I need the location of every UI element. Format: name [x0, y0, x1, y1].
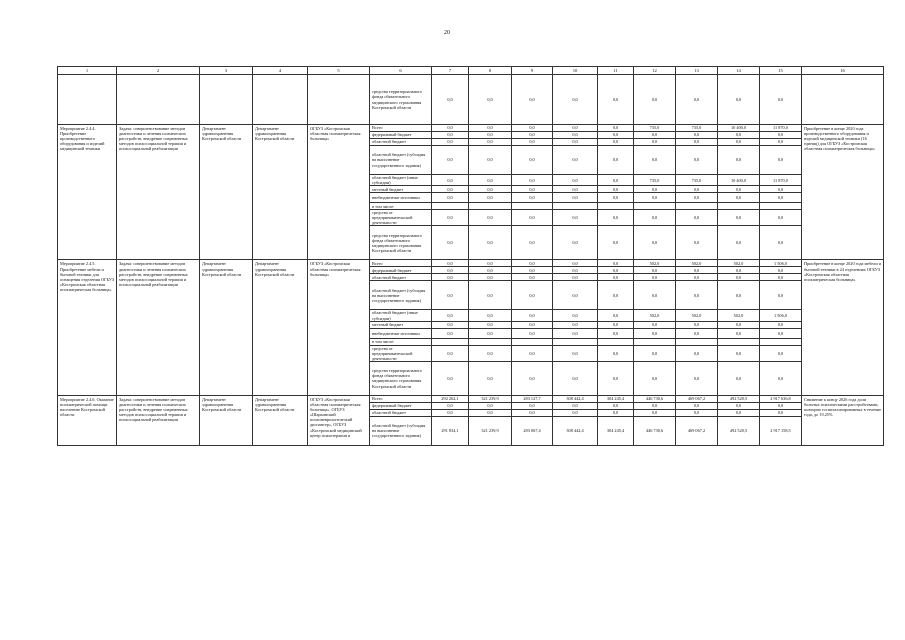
amount-cell: 502,0 [718, 260, 760, 267]
co-executor: Департамент здравоохранения Костромской области [200, 125, 253, 260]
task-description: Задача: совершенствование методов диагностики и лечения психических расстройств, внедрение современных методов психосоциальной терапии и психосоциальной реабилитации [117, 260, 200, 395]
amount-cell: 0,0 [469, 328, 512, 338]
amount-cell: 735,0 [634, 175, 676, 186]
amount-cell: 283 127,7 [512, 395, 553, 402]
amount-cell: 0,0 [598, 210, 634, 226]
amount-cell [760, 338, 802, 345]
amount-cell [718, 203, 760, 210]
funding-source: федеральный бюджет [370, 402, 432, 409]
amount-cell: 0,0 [432, 125, 469, 132]
amount-cell: 0,0 [598, 310, 634, 321]
column-number: 11 [598, 67, 634, 75]
amount-cell: 0,0 [598, 146, 634, 175]
amount-cell: 0,0 [469, 345, 512, 361]
amount-cell: 0,0 [469, 310, 512, 321]
funding-source: областной бюджет (субсидия на выполнение государственного задания) [370, 281, 432, 310]
amount-cell: 308 442,4 [553, 395, 598, 402]
column-number: 12 [634, 67, 676, 75]
amount-cell: 0,0 [553, 260, 598, 267]
funding-source: в том числе: [370, 338, 432, 345]
amount-cell: 0,0 [718, 186, 760, 193]
table-row [58, 395, 884, 402]
amount-cell: 469 067,2 [676, 395, 718, 402]
amount-cell: 0,0 [718, 281, 760, 310]
amount-cell: 0,0 [718, 267, 760, 274]
executor: ОГБУЗ «Костромская областная психиатрическая больница», ОГБУЗ «Шарьинский психоневрологический диспансер», ОГБУЗ «Костромской медицинский центр психотерапии и [308, 395, 370, 445]
amount-cell: 0,0 [432, 402, 469, 409]
amount-cell: 0,0 [676, 132, 718, 139]
amount-cell: 0,0 [469, 409, 512, 416]
state-customer: Департамент здравоохранения Костромской области [253, 260, 308, 395]
amount-cell: 11 870,0 [760, 175, 802, 186]
measure-name: Мероприятие 2.4.6. Оказание психиатрической помощи населению Костромской области [58, 395, 117, 445]
amount-cell: 0,0 [718, 226, 760, 260]
funding-source: средства от предпринимательской деятельности [370, 210, 432, 226]
empty-cell [253, 75, 308, 125]
amount-cell: 0,0 [598, 139, 634, 146]
amount-cell: 0,0 [469, 267, 512, 274]
amount-cell: 735,0 [634, 125, 676, 132]
amount-cell: 0,0 [553, 267, 598, 274]
column-number: 14 [718, 67, 760, 75]
amount-cell: 0,0 [512, 274, 553, 281]
co-executor: Департамент здравоохранения Костромской области [200, 260, 253, 395]
amount-cell [634, 338, 676, 345]
amount-cell: 0,0 [598, 75, 634, 125]
amount-cell: 0,0 [432, 186, 469, 193]
amount-cell: 0,0 [469, 175, 512, 186]
column-number: 1 [58, 67, 117, 75]
amount-cell: 0,0 [676, 328, 718, 338]
amount-cell: 0,0 [553, 321, 598, 328]
page-number: 20 [444, 30, 450, 36]
amount-cell [760, 203, 802, 210]
funding-source: областной бюджет (субсидия на выполнение государственного задания) [370, 146, 432, 175]
amount-cell: 446 730,6 [634, 395, 676, 402]
amount-cell: 11 870,0 [760, 125, 802, 132]
amount-cell: 0,0 [598, 132, 634, 139]
amount-cell: 0,0 [512, 175, 553, 186]
amount-cell: 10 400,0 [718, 175, 760, 186]
amount-cell: 0,0 [469, 321, 512, 328]
amount-cell [469, 203, 512, 210]
amount-cell: 0,0 [432, 328, 469, 338]
amount-cell: 0,0 [553, 345, 598, 361]
amount-cell: 0,0 [469, 125, 512, 132]
amount-cell: 0,0 [760, 274, 802, 281]
amount-cell: 0,0 [760, 146, 802, 175]
amount-cell: 0,0 [598, 226, 634, 260]
amount-cell: 0,0 [634, 409, 676, 416]
amount-cell: 0,0 [598, 274, 634, 281]
amount-cell: 0,0 [553, 274, 598, 281]
amount-cell: 321 239,9 [469, 416, 512, 445]
amount-cell: 502,0 [676, 260, 718, 267]
column-number: 9 [512, 67, 553, 75]
amount-cell: 0,0 [512, 402, 553, 409]
amount-cell: 0,0 [760, 186, 802, 193]
funding-source: областной бюджет (субсидия на выполнение государственного задания) [370, 416, 432, 445]
funding-source: федеральный бюджет [370, 267, 432, 274]
amount-cell: 0,0 [676, 274, 718, 281]
expected-result: Снижение к концу 2026 года доли больных психическими расстройствами, повторно госпитализированных в течение года, до 19,25% [802, 395, 884, 445]
expected-result: Приобретение в конце 2020 года мебели и бытовой техники в 24 отделениях ОГБУЗ «Костромская областная психиатрическая больница» [802, 260, 884, 395]
amount-cell: 0,0 [634, 132, 676, 139]
amount-cell: 0,0 [469, 260, 512, 267]
amount-cell: 1 506,0 [760, 260, 802, 267]
amount-cell: 0,0 [553, 210, 598, 226]
amount-cell: 0,0 [634, 267, 676, 274]
amount-cell: 0,0 [718, 402, 760, 409]
task-description: Задача: совершенствование методов диагностики и лечения психических расстройств, внедрение современных методов психосоциальной терапии и психосоциальной реабилитации [117, 125, 200, 260]
empty-cell [802, 75, 884, 125]
funding-source: областной бюджет [370, 139, 432, 146]
amount-cell: 0,0 [469, 274, 512, 281]
amount-cell: 0,0 [553, 186, 598, 193]
amount-cell: 0,0 [634, 210, 676, 226]
amount-cell: 0,0 [432, 310, 469, 321]
amount-cell: 0,0 [676, 281, 718, 310]
expected-result: Приобретение в конце 2020 года производственного оборудования и изделий медицинской техники (16 единиц) для ОГБУЗ «Костромская областная психиатрическая больница» [802, 125, 884, 260]
amount-cell: 0,0 [553, 328, 598, 338]
amount-cell: 0,0 [676, 361, 718, 395]
amount-cell: 0,0 [432, 175, 469, 186]
amount-cell: 0,0 [512, 260, 553, 267]
column-number: 3 [200, 67, 253, 75]
amount-cell [553, 203, 598, 210]
funding-source: местный бюджет [370, 321, 432, 328]
funding-source: внебюджетные источники [370, 193, 432, 203]
amount-cell: 0,0 [553, 226, 598, 260]
amount-cell: 0,0 [760, 210, 802, 226]
amount-cell [512, 203, 553, 210]
amount-cell: 0,0 [760, 281, 802, 310]
amount-cell: 2 917 158,5 [760, 416, 802, 445]
funding-source: местный бюджет [370, 186, 432, 193]
empty-cell [58, 75, 117, 125]
amount-cell: 0,0 [598, 321, 634, 328]
amount-cell: 0,0 [718, 139, 760, 146]
amount-cell [676, 203, 718, 210]
amount-cell: 0,0 [553, 402, 598, 409]
amount-cell: 0,0 [512, 409, 553, 416]
amount-cell: 291 834,1 [432, 416, 469, 445]
amount-cell [432, 338, 469, 345]
amount-cell: 1 506,0 [760, 310, 802, 321]
amount-cell: 0,0 [432, 409, 469, 416]
amount-cell: 283 067,4 [512, 416, 553, 445]
amount-cell: 0,0 [553, 75, 598, 125]
executor: ОГБУЗ «Костромская областная психиатрическая больница» [308, 260, 370, 395]
amount-cell: 0,0 [598, 345, 634, 361]
amount-cell: 0,0 [512, 345, 553, 361]
amount-cell: 0,0 [469, 146, 512, 175]
amount-cell: 0,0 [598, 361, 634, 395]
amount-cell: 0,0 [760, 345, 802, 361]
amount-cell [718, 338, 760, 345]
amount-cell: 0,0 [432, 260, 469, 267]
amount-cell: 0,0 [760, 402, 802, 409]
amount-cell [512, 338, 553, 345]
amount-cell: 0,0 [598, 125, 634, 132]
amount-cell: 492 520,5 [718, 395, 760, 402]
amount-cell: 0,0 [718, 361, 760, 395]
amount-cell: 0,0 [432, 139, 469, 146]
funding-source: областной бюджет [370, 274, 432, 281]
amount-cell: 0,0 [718, 328, 760, 338]
funding-source: средства от предпринимательской деятельности [370, 345, 432, 361]
amount-cell: 0,0 [432, 361, 469, 395]
amount-cell: 0,0 [432, 75, 469, 125]
amount-cell [469, 338, 512, 345]
funding-source: средства территориального фонда обязательного медицинского страхования Костромской области [370, 361, 432, 395]
amount-cell: 502,0 [676, 310, 718, 321]
funding-source: областной бюджет (иные субсидии) [370, 310, 432, 321]
amount-cell: 0,0 [676, 226, 718, 260]
amount-cell: 446 730,6 [634, 416, 676, 445]
amount-cell: 0,0 [469, 193, 512, 203]
amount-cell: 0,0 [676, 321, 718, 328]
financing-table [57, 66, 884, 446]
amount-cell: 0,0 [598, 193, 634, 203]
state-customer: Департамент здравоохранения Костромской области [253, 395, 308, 445]
funding-source: Всего [370, 395, 432, 402]
amount-cell: 0,0 [598, 281, 634, 310]
amount-cell: 0,0 [469, 210, 512, 226]
amount-cell: 0,0 [469, 281, 512, 310]
empty-cell [117, 75, 200, 125]
task-description: Задача: совершенствование методов диагностики и лечения психических расстройств, внедрение современных методов психосоциальной терапии и психосоциальной реабилитации [117, 395, 200, 445]
amount-cell: 0,0 [432, 267, 469, 274]
amount-cell: 0,0 [634, 274, 676, 281]
amount-cell: 735,0 [676, 175, 718, 186]
amount-cell: 0,0 [634, 146, 676, 175]
amount-cell: 0,0 [676, 409, 718, 416]
amount-cell: 0,0 [718, 132, 760, 139]
funding-source: областной бюджет [370, 409, 432, 416]
funding-source: Всего [370, 260, 432, 267]
amount-cell: 0,0 [512, 193, 553, 203]
amount-cell: 0,0 [634, 139, 676, 146]
amount-cell: 0,0 [634, 402, 676, 409]
measure-name: Мероприятие 2.4.5. Приобретение мебели и бытовой техники для оснащения отделения ОГБУЗ «Костромская областная психиатрическая больница» [58, 260, 117, 395]
amount-cell: 0,0 [676, 75, 718, 125]
amount-cell: 0,0 [432, 210, 469, 226]
amount-cell: 0,0 [676, 193, 718, 203]
amount-cell: 0,0 [469, 75, 512, 125]
amount-cell: 304 245,4 [598, 395, 634, 402]
amount-cell: 492 520,5 [718, 416, 760, 445]
amount-cell: 0,0 [512, 321, 553, 328]
amount-cell: 0,0 [432, 226, 469, 260]
amount-cell: 0,0 [553, 310, 598, 321]
amount-cell: 0,0 [598, 186, 634, 193]
amount-cell: 0,0 [512, 139, 553, 146]
amount-cell: 0,0 [512, 310, 553, 321]
amount-cell: 0,0 [553, 125, 598, 132]
amount-cell: 0,0 [432, 193, 469, 203]
funding-source: областной бюджет (иные субсидии) [370, 175, 432, 186]
amount-cell: 0,0 [469, 226, 512, 260]
amount-cell: 0,0 [676, 402, 718, 409]
table-row [58, 260, 884, 267]
amount-cell: 0,0 [718, 75, 760, 125]
amount-cell: 0,0 [432, 146, 469, 175]
amount-cell: 304 245,4 [598, 416, 634, 445]
amount-cell: 0,0 [718, 321, 760, 328]
amount-cell [553, 338, 598, 345]
amount-cell: 0,0 [512, 75, 553, 125]
amount-cell: 0,0 [598, 267, 634, 274]
amount-cell: 0,0 [676, 186, 718, 193]
amount-cell: 0,0 [598, 260, 634, 267]
column-number: 13 [676, 67, 718, 75]
amount-cell: 0,0 [512, 226, 553, 260]
amount-cell: 0,0 [634, 186, 676, 193]
amount-cell: 0,0 [634, 193, 676, 203]
amount-cell: 0,0 [553, 409, 598, 416]
amount-cell: 0,0 [432, 274, 469, 281]
amount-cell: 0,0 [553, 175, 598, 186]
amount-cell: 0,0 [718, 274, 760, 281]
amount-cell: 0,0 [718, 146, 760, 175]
amount-cell [634, 203, 676, 210]
amount-cell: 0,0 [760, 132, 802, 139]
amount-cell: 502,0 [634, 260, 676, 267]
amount-cell [432, 203, 469, 210]
amount-cell: 0,0 [634, 361, 676, 395]
amount-cell: 0,0 [760, 139, 802, 146]
amount-cell: 735,0 [676, 125, 718, 132]
amount-cell: 0,0 [512, 146, 553, 175]
amount-cell: 0,0 [676, 139, 718, 146]
funding-source: федеральный бюджет [370, 132, 432, 139]
empty-cell [308, 75, 370, 125]
column-number: 2 [117, 67, 200, 75]
amount-cell: 0,0 [718, 409, 760, 416]
amount-cell: 0,0 [512, 132, 553, 139]
amount-cell: 0,0 [598, 409, 634, 416]
empty-cell [200, 75, 253, 125]
amount-cell: 0,0 [469, 132, 512, 139]
co-executor: Департамент здравоохранения Костромской области [200, 395, 253, 445]
amount-cell: 0,0 [553, 132, 598, 139]
amount-cell: 0,0 [598, 402, 634, 409]
column-number: 8 [469, 67, 512, 75]
amount-cell: 0,0 [760, 193, 802, 203]
amount-cell: 0,0 [634, 75, 676, 125]
amount-cell: 0,0 [676, 210, 718, 226]
amount-cell: 321 239,9 [469, 395, 512, 402]
amount-cell: 0,0 [432, 345, 469, 361]
amount-cell: 0,0 [512, 267, 553, 274]
column-number: 4 [253, 67, 308, 75]
amount-cell: 502,0 [718, 310, 760, 321]
amount-cell: 0,0 [760, 226, 802, 260]
amount-cell: 0,0 [512, 361, 553, 395]
amount-cell: 0,0 [676, 345, 718, 361]
amount-cell: 0,0 [760, 267, 802, 274]
column-number: 16 [802, 67, 884, 75]
amount-cell: 0,0 [598, 328, 634, 338]
funding-source: средства территориального фонда обязательного медицинского страхования Костромской области [370, 226, 432, 260]
funding-source: в том числе: [370, 203, 432, 210]
amount-cell: 0,0 [718, 193, 760, 203]
state-customer: Департамент здравоохранения Костромской области [253, 125, 308, 260]
measure-name: Мероприятие 2.4.4. Приобретение производственного оборудования и изделий медицинской техники [58, 125, 117, 260]
amount-cell: 0,0 [634, 328, 676, 338]
amount-cell: 0,0 [512, 328, 553, 338]
amount-cell [598, 203, 634, 210]
funding-source: средства территориального фонда обязательного медицинского страхования Костромской области [370, 75, 432, 125]
amount-cell: 469 067,2 [676, 416, 718, 445]
column-number: 15 [760, 67, 802, 75]
amount-cell: 0,0 [469, 361, 512, 395]
amount-cell: 0,0 [553, 146, 598, 175]
amount-cell: 0,0 [634, 345, 676, 361]
amount-cell: 0,0 [634, 321, 676, 328]
amount-cell [598, 338, 634, 345]
amount-cell: 0,0 [598, 175, 634, 186]
amount-cell: 0,0 [469, 186, 512, 193]
amount-cell: 0,0 [760, 361, 802, 395]
column-number: 6 [370, 67, 432, 75]
amount-cell: 10 400,0 [718, 125, 760, 132]
amount-cell: 0,0 [512, 281, 553, 310]
table-row [58, 75, 884, 125]
column-number: 7 [432, 67, 469, 75]
amount-cell: 0,0 [553, 361, 598, 395]
amount-cell: 0,0 [512, 186, 553, 193]
amount-cell: 0,0 [512, 210, 553, 226]
amount-cell: 0,0 [512, 125, 553, 132]
amount-cell: 0,0 [760, 75, 802, 125]
amount-cell: 0,0 [469, 139, 512, 146]
amount-cell: 308 442,4 [553, 416, 598, 445]
amount-cell: 292 262,1 [432, 395, 469, 402]
amount-cell: 0,0 [634, 226, 676, 260]
amount-cell: 0,0 [634, 281, 676, 310]
amount-cell: 0,0 [553, 139, 598, 146]
funding-source: внебюджетные источники [370, 328, 432, 338]
amount-cell: 0,0 [432, 281, 469, 310]
amount-cell: 0,0 [718, 345, 760, 361]
executor: ОГБУЗ «Костромская областная психиатрическая больница» [308, 125, 370, 260]
amount-cell: 2 917 636,8 [760, 395, 802, 402]
amount-cell: 0,0 [676, 146, 718, 175]
amount-cell: 0,0 [718, 210, 760, 226]
amount-cell [676, 338, 718, 345]
amount-cell: 0,0 [760, 321, 802, 328]
amount-cell: 0,0 [469, 402, 512, 409]
amount-cell: 0,0 [760, 409, 802, 416]
amount-cell: 0,0 [760, 328, 802, 338]
amount-cell: 0,0 [676, 267, 718, 274]
amount-cell: 0,0 [432, 321, 469, 328]
header-row [58, 67, 884, 75]
column-number: 5 [308, 67, 370, 75]
amount-cell: 0,0 [432, 132, 469, 139]
amount-cell: 0,0 [553, 281, 598, 310]
funding-source: Всего [370, 125, 432, 132]
column-number: 10 [553, 67, 598, 75]
amount-cell: 0,0 [553, 193, 598, 203]
amount-cell: 502,0 [634, 310, 676, 321]
table-row [58, 125, 884, 132]
